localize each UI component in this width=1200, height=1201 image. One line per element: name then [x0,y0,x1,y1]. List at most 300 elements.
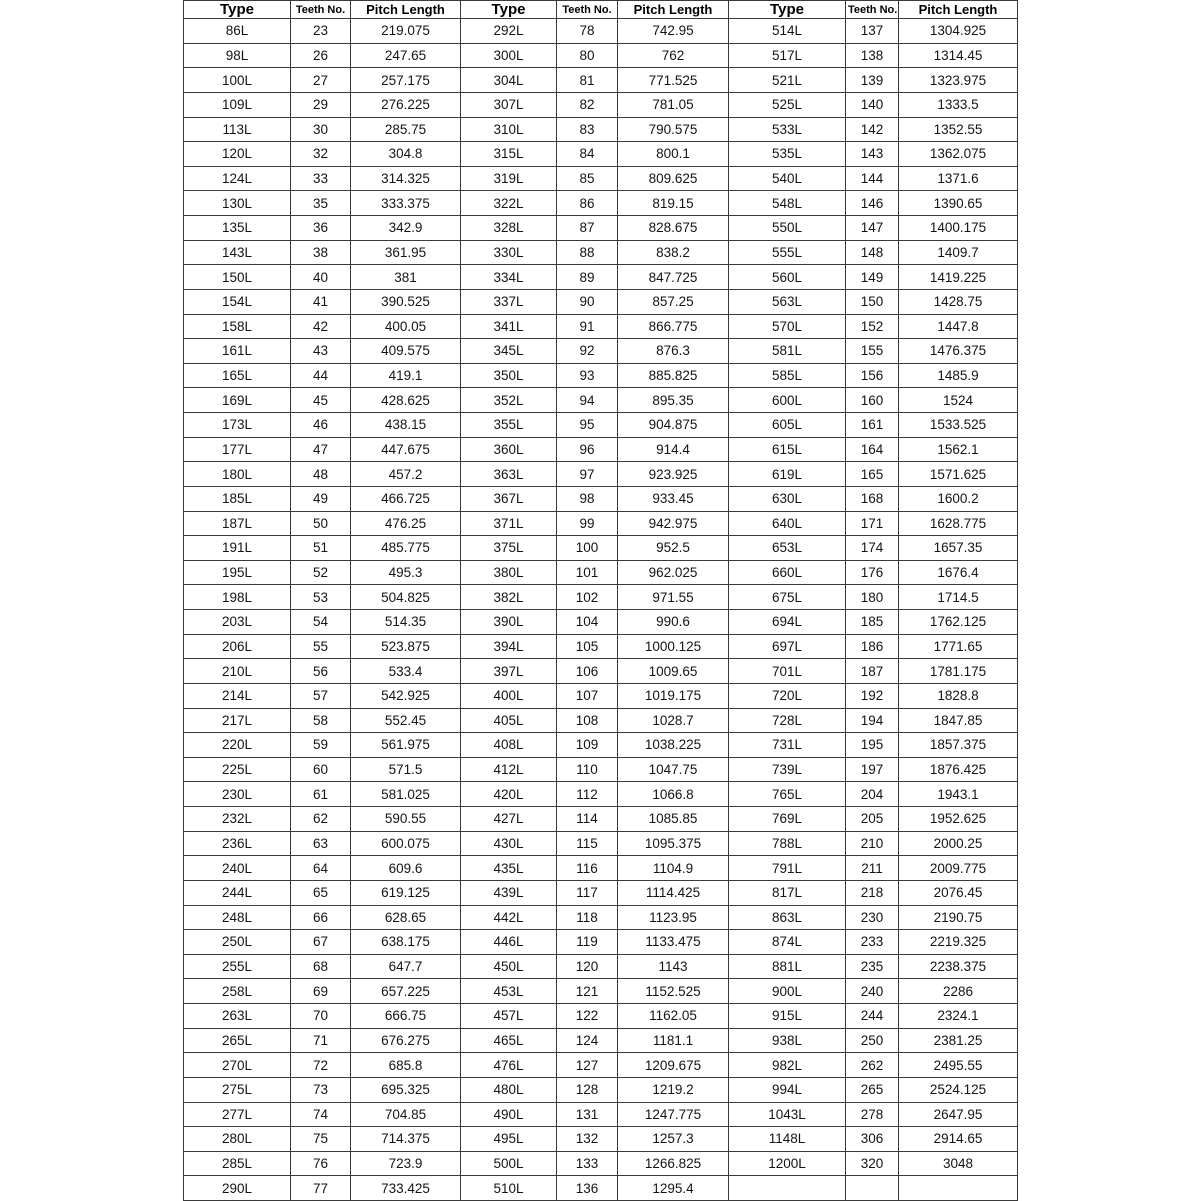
type-cell[interactable]: 180L [184,462,291,487]
pitch-length-cell: 1419.225 [899,265,1018,290]
type-cell[interactable]: 277L [184,1102,291,1127]
type-cell[interactable]: 817L [729,880,846,905]
type-cell[interactable]: 563L [729,289,846,314]
pitch-length-cell: 1104.9 [618,856,729,881]
teeth-no-cell: 185 [846,610,899,635]
table-row [184,92,1018,117]
table-row [184,856,1018,881]
pitch-length-cell: 1133.475 [618,930,729,955]
type-cell[interactable]: 225L [184,757,291,782]
teeth-no-cell: 86 [557,191,618,216]
type-cell[interactable]: 290L [184,1176,291,1201]
type-cell[interactable]: 525L [729,92,846,117]
type-cell[interactable]: 480L [461,1077,557,1102]
type-cell[interactable]: 98L [184,43,291,68]
teeth-no-cell: 104 [557,610,618,635]
type-cell[interactable]: 915L [729,1004,846,1029]
teeth-no-cell: 138 [846,43,899,68]
pitch-length-cell: 847.725 [618,265,729,290]
teeth-no-cell: 156 [846,363,899,388]
type-cell[interactable]: 371L [461,511,557,536]
teeth-no-cell: 147 [846,216,899,241]
table-row [184,339,1018,364]
type-cell[interactable]: 442L [461,905,557,930]
type-cell[interactable]: 560L [729,265,846,290]
teeth-no-cell: 76 [291,1151,351,1176]
teeth-no-cell: 83 [557,117,618,142]
type-cell[interactable]: 874L [729,930,846,955]
type-cell[interactable]: 728L [729,708,846,733]
type-cell[interactable]: 135L [184,216,291,241]
pitch-length-cell: 1000.125 [618,634,729,659]
pitch-length-cell: 304.8 [351,142,461,167]
type-cell[interactable]: 310L [461,117,557,142]
type-cell[interactable]: 739L [729,757,846,782]
type-cell[interactable]: 390L [461,610,557,635]
type-cell[interactable]: 701L [729,659,846,684]
type-cell[interactable]: 694L [729,610,846,635]
type-cell[interactable]: 640L [729,511,846,536]
teeth-no-cell: 61 [291,782,351,807]
type-cell[interactable]: 535L [729,142,846,167]
type-cell[interactable]: 788L [729,831,846,856]
type-cell[interactable]: 322L [461,191,557,216]
type-cell[interactable]: 1148L [729,1127,846,1152]
pitch-length-cell: 2190.75 [899,905,1018,930]
type-cell[interactable]: 244L [184,880,291,905]
teeth-no-cell: 136 [557,1176,618,1201]
pitch-length-cell: 1143 [618,954,729,979]
type-cell[interactable]: 367L [461,486,557,511]
table-row [184,536,1018,561]
type-cell[interactable]: 307L [461,92,557,117]
type-cell[interactable]: 675L [729,585,846,610]
pitch-length-cell: 314.325 [351,166,461,191]
teeth-no-cell: 100 [557,536,618,561]
teeth-no-cell: 140 [846,92,899,117]
pitch-length-cell: 1266.825 [618,1151,729,1176]
table-row [184,979,1018,1004]
type-cell[interactable]: 210L [184,659,291,684]
type-cell[interactable]: 191L [184,536,291,561]
type-cell [729,1176,846,1201]
table-row [184,1127,1018,1152]
pitch-length-cell: 1600.2 [899,486,1018,511]
teeth-no-cell: 42 [291,314,351,339]
table-row [184,1053,1018,1078]
type-cell[interactable]: 350L [461,363,557,388]
type-cell[interactable]: 660L [729,560,846,585]
pitch-length-header-3: Pitch Length [899,1,1018,19]
pitch-length-cell: 619.125 [351,880,461,905]
type-cell[interactable]: 550L [729,216,846,241]
type-cell[interactable]: 275L [184,1077,291,1102]
pitch-length-cell: 1257.3 [618,1127,729,1152]
type-cell[interactable]: 570L [729,314,846,339]
type-cell[interactable]: 765L [729,782,846,807]
teeth-no-cell: 233 [846,930,899,955]
type-cell[interactable]: 514L [729,19,846,44]
type-cell[interactable]: 476L [461,1053,557,1078]
type-cell[interactable]: 510L [461,1176,557,1201]
type-cell[interactable]: 1043L [729,1102,846,1127]
type-cell[interactable]: 328L [461,216,557,241]
type-cell[interactable]: 236L [184,831,291,856]
type-cell[interactable]: 731L [729,733,846,758]
table-row [184,437,1018,462]
teeth-no-cell: 105 [557,634,618,659]
teeth-no-cell: 230 [846,905,899,930]
type-cell[interactable]: 330L [461,240,557,265]
pitch-length-cell: 771.525 [618,68,729,93]
type-cell[interactable]: 300L [461,43,557,68]
type-cell[interactable]: 938L [729,1028,846,1053]
pitch-length-cell: 2524.125 [899,1077,1018,1102]
teeth-no-cell: 78 [557,19,618,44]
teeth-no-cell: 97 [557,462,618,487]
type-cell[interactable]: 382L [461,585,557,610]
type-cell[interactable]: 315L [461,142,557,167]
type-cell[interactable]: 994L [729,1077,846,1102]
type-cell[interactable]: 100L [184,68,291,93]
teeth-no-cell: 55 [291,634,351,659]
type-cell[interactable]: 555L [729,240,846,265]
pitch-length-cell: 2076.45 [899,880,1018,905]
type-cell[interactable]: 500L [461,1151,557,1176]
teeth-no-cell: 152 [846,314,899,339]
pitch-length-cell: 581.025 [351,782,461,807]
type-cell[interactable]: 615L [729,437,846,462]
teeth-no-cell: 90 [557,289,618,314]
teeth-no-cell: 116 [557,856,618,881]
type-cell[interactable]: 198L [184,585,291,610]
teeth-no-cell: 72 [291,1053,351,1078]
teeth-no-header-1: Teeth No. [291,1,351,19]
table-row [184,757,1018,782]
type-cell[interactable]: 203L [184,610,291,635]
pitch-length-cell: 257.175 [351,68,461,93]
type-cell[interactable]: 120L [184,142,291,167]
teeth-no-cell: 149 [846,265,899,290]
teeth-no-cell: 133 [557,1151,618,1176]
type-cell[interactable]: 450L [461,954,557,979]
table-row [184,462,1018,487]
pitch-length-cell: 809.625 [618,166,729,191]
type-cell[interactable]: 285L [184,1151,291,1176]
pitch-length-cell: 781.05 [618,92,729,117]
table-row [184,1077,1018,1102]
type-cell[interactable]: 360L [461,437,557,462]
pitch-length-cell: 400.05 [351,314,461,339]
type-cell[interactable]: 600L [729,388,846,413]
type-cell[interactable]: 143L [184,240,291,265]
teeth-no-cell: 50 [291,511,351,536]
type-cell[interactable]: 405L [461,708,557,733]
teeth-no-cell: 35 [291,191,351,216]
type-cell[interactable]: 490L [461,1102,557,1127]
pitch-length-cell: 647.7 [351,954,461,979]
teeth-no-cell: 265 [846,1077,899,1102]
type-cell[interactable]: 982L [729,1053,846,1078]
type-cell[interactable]: 863L [729,905,846,930]
type-cell[interactable]: 881L [729,954,846,979]
pitch-length-cell: 1628.775 [899,511,1018,536]
teeth-no-header-2: Teeth No. [557,1,618,19]
pitch-length-cell: 2009.775 [899,856,1018,881]
teeth-no-cell: 211 [846,856,899,881]
teeth-no-cell: 68 [291,954,351,979]
type-cell[interactable]: 430L [461,831,557,856]
pitch-length-cell: 1943.1 [899,782,1018,807]
teeth-no-cell: 171 [846,511,899,536]
table-row [184,511,1018,536]
type-cell[interactable]: 585L [729,363,846,388]
pitch-length-cell: 857.25 [618,289,729,314]
pitch-length-cell: 409.575 [351,339,461,364]
pitch-length-cell: 600.075 [351,831,461,856]
type-cell[interactable]: 581L [729,339,846,364]
type-cell[interactable]: 165L [184,363,291,388]
teeth-no-cell: 108 [557,708,618,733]
pitch-length-cell: 1952.625 [899,807,1018,832]
type-cell[interactable]: 265L [184,1028,291,1053]
type-cell[interactable]: 270L [184,1053,291,1078]
table-row [184,708,1018,733]
type-cell[interactable]: 130L [184,191,291,216]
table-row [184,905,1018,930]
table-body [184,19,1018,1201]
type-cell[interactable]: 258L [184,979,291,1004]
teeth-no-cell: 65 [291,880,351,905]
pitch-length-cell: 1009.65 [618,659,729,684]
pitch-length-cell: 504.825 [351,585,461,610]
pitch-length-cell: 447.675 [351,437,461,462]
type-header-3: Type [729,1,846,19]
type-cell[interactable]: 394L [461,634,557,659]
teeth-no-cell: 98 [557,486,618,511]
type-cell[interactable]: 465L [461,1028,557,1053]
pitch-length-cell: 1323.975 [899,68,1018,93]
type-cell[interactable]: 521L [729,68,846,93]
teeth-no-cell: 120 [557,954,618,979]
table-row [184,413,1018,438]
teeth-no-cell: 107 [557,683,618,708]
table-row [184,289,1018,314]
type-cell[interactable]: 435L [461,856,557,881]
pitch-length-cell: 723.9 [351,1151,461,1176]
teeth-no-cell: 124 [557,1028,618,1053]
pitch-length-cell: 1762.125 [899,610,1018,635]
teeth-no-cell: 127 [557,1053,618,1078]
pitch-length-cell: 361.95 [351,240,461,265]
type-cell[interactable]: 380L [461,560,557,585]
table-row [184,683,1018,708]
type-cell[interactable]: 453L [461,979,557,1004]
pitch-length-cell: 219.075 [351,19,461,44]
type-cell[interactable]: 113L [184,117,291,142]
pitch-length-cell: 2324.1 [899,1004,1018,1029]
type-cell[interactable]: 400L [461,683,557,708]
teeth-no-cell: 186 [846,634,899,659]
type-cell[interactable]: 619L [729,462,846,487]
type-cell[interactable]: 352L [461,388,557,413]
teeth-no-cell: 64 [291,856,351,881]
teeth-no-cell: 174 [846,536,899,561]
teeth-no-cell: 160 [846,388,899,413]
type-cell[interactable]: 319L [461,166,557,191]
type-cell[interactable]: 420L [461,782,557,807]
pitch-length-cell: 828.675 [618,216,729,241]
type-cell[interactable]: 263L [184,1004,291,1029]
type-cell[interactable]: 232L [184,807,291,832]
type-cell[interactable]: 195L [184,560,291,585]
type-cell[interactable]: 720L [729,683,846,708]
pitch-length-cell: 638.175 [351,930,461,955]
type-cell[interactable]: 173L [184,413,291,438]
type-cell[interactable]: 150L [184,265,291,290]
pitch-length-cell: 990.6 [618,610,729,635]
pitch-length-cell: 342.9 [351,216,461,241]
type-cell[interactable]: 341L [461,314,557,339]
pitch-length-cell: 1209.675 [618,1053,729,1078]
type-cell[interactable]: 630L [729,486,846,511]
pitch-length-cell: 733.425 [351,1176,461,1201]
type-cell[interactable]: 169L [184,388,291,413]
teeth-no-cell: 115 [557,831,618,856]
type-cell[interactable]: 548L [729,191,846,216]
type-cell[interactable]: 161L [184,339,291,364]
type-cell[interactable]: 124L [184,166,291,191]
type-cell[interactable]: 250L [184,930,291,955]
teeth-no-cell: 262 [846,1053,899,1078]
teeth-no-cell: 49 [291,486,351,511]
pitch-length-cell: 276.225 [351,92,461,117]
type-cell[interactable]: 363L [461,462,557,487]
type-cell[interactable]: 177L [184,437,291,462]
type-cell[interactable]: 255L [184,954,291,979]
teeth-no-cell: 53 [291,585,351,610]
pitch-length-cell: 790.575 [618,117,729,142]
table-row [184,388,1018,413]
type-cell[interactable]: 217L [184,708,291,733]
table-row [184,1102,1018,1127]
teeth-no-cell: 117 [557,880,618,905]
table-row [184,733,1018,758]
teeth-no-cell: 38 [291,240,351,265]
type-cell[interactable]: 397L [461,659,557,684]
type-header-1: Type [184,1,291,19]
teeth-no-cell: 29 [291,92,351,117]
type-cell[interactable]: 337L [461,289,557,314]
teeth-no-cell: 114 [557,807,618,832]
type-cell[interactable]: 653L [729,536,846,561]
type-cell[interactable]: 446L [461,930,557,955]
pitch-length-cell: 457.2 [351,462,461,487]
type-cell[interactable]: 427L [461,807,557,832]
pitch-length-header-2: Pitch Length [618,1,729,19]
type-cell[interactable]: 439L [461,880,557,905]
type-cell[interactable]: 230L [184,782,291,807]
teeth-no-cell: 51 [291,536,351,561]
pitch-length-header-1: Pitch Length [351,1,461,19]
pitch-length-cell: 285.75 [351,117,461,142]
teeth-no-cell: 43 [291,339,351,364]
type-cell[interactable]: 457L [461,1004,557,1029]
teeth-no-cell: 77 [291,1176,351,1201]
type-cell[interactable]: 240L [184,856,291,881]
pitch-length-cell: 514.35 [351,610,461,635]
table-row [184,1004,1018,1029]
type-cell[interactable]: 214L [184,683,291,708]
teeth-no-cell: 161 [846,413,899,438]
type-cell[interactable]: 304L [461,68,557,93]
type-cell[interactable]: 540L [729,166,846,191]
type-cell[interactable]: 220L [184,733,291,758]
pitch-length-cell: 1847.85 [899,708,1018,733]
pitch-length-cell: 1304.925 [899,19,1018,44]
type-cell[interactable]: 334L [461,265,557,290]
teeth-no-cell: 148 [846,240,899,265]
pitch-length-cell: 876.3 [618,339,729,364]
type-cell[interactable]: 412L [461,757,557,782]
type-cell[interactable]: 791L [729,856,846,881]
pitch-length-cell: 800.1 [618,142,729,167]
type-cell[interactable]: 86L [184,19,291,44]
teeth-no-cell: 85 [557,166,618,191]
pitch-length-cell: 1295.4 [618,1176,729,1201]
type-cell[interactable]: 769L [729,807,846,832]
pitch-length-cell: 838.2 [618,240,729,265]
teeth-no-cell: 60 [291,757,351,782]
table-row [184,782,1018,807]
type-cell[interactable]: 154L [184,289,291,314]
type-cell[interactable]: 345L [461,339,557,364]
type-cell[interactable]: 292L [461,19,557,44]
table-row [184,1151,1018,1176]
type-cell[interactable]: 697L [729,634,846,659]
pitch-length-cell: 390.525 [351,289,461,314]
pitch-length-cell: 1038.225 [618,733,729,758]
type-cell[interactable]: 517L [729,43,846,68]
pitch-length-cell: 590.55 [351,807,461,832]
type-cell[interactable]: 158L [184,314,291,339]
type-cell[interactable]: 187L [184,511,291,536]
type-cell[interactable]: 109L [184,92,291,117]
type-cell[interactable]: 248L [184,905,291,930]
pitch-length-cell: 1533.525 [899,413,1018,438]
teeth-no-cell: 23 [291,19,351,44]
pitch-length-cell: 1095.375 [618,831,729,856]
type-cell[interactable]: 605L [729,413,846,438]
pitch-length-cell: 419.1 [351,363,461,388]
teeth-no-cell: 143 [846,142,899,167]
type-cell[interactable]: 375L [461,536,557,561]
type-cell[interactable]: 185L [184,486,291,511]
type-cell[interactable]: 1200L [729,1151,846,1176]
type-cell[interactable]: 355L [461,413,557,438]
pitch-length-cell: 1066.8 [618,782,729,807]
teeth-no-cell: 102 [557,585,618,610]
type-cell[interactable]: 280L [184,1127,291,1152]
pitch-length-cell: 676.275 [351,1028,461,1053]
table-row [184,166,1018,191]
type-cell[interactable]: 900L [729,979,846,1004]
type-cell[interactable]: 495L [461,1127,557,1152]
type-cell[interactable]: 206L [184,634,291,659]
teeth-no-cell: 235 [846,954,899,979]
type-cell[interactable]: 533L [729,117,846,142]
type-cell[interactable]: 408L [461,733,557,758]
